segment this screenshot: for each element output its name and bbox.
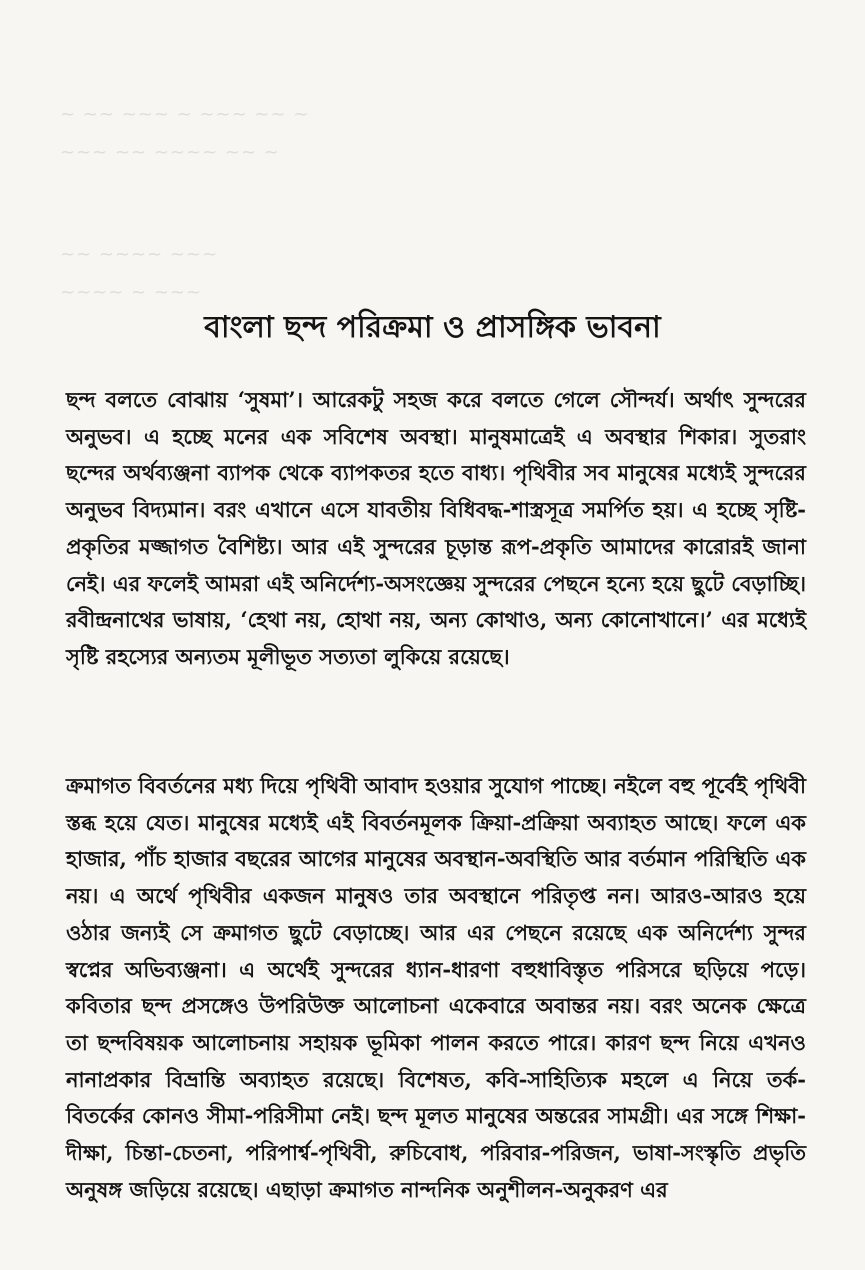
bleed-through-line: ~~ ~~~~ ~~~ — [60, 244, 219, 265]
bleed-through-line: ~~~ ~~ ~~~~ ~~ ~ — [60, 142, 280, 163]
page-title: বাংলা ছন্দ পরিক্রমা ও প্রাসঙ্গিক ভাবনা — [204, 310, 661, 345]
bleed-through-line: ~ ~~ ~~~ ~ ~~~ ~~ ~ — [60, 104, 310, 125]
body-paragraph: ক্রমাগত বিবর্তনের মধ্য দিয়ে পৃথিবী আবাদ হওয়ার সুযোগ পাচ্ছে। নইলে বহু পূর্বেই পৃথিবী স্তব্ধ হয়ে যেত। মানুষের মধ্যেই এই বিবর্তনমূলক ক্রিয়া-প্রক্রিয়া অব্যাহত আছে। ফলে এক হাজার, পাঁচ হাজার বছরের আগের মানুষের অবস্থান-অবস্থিতি আর বর্তমান পরিস্থিতি এক নয়। এ অর্থে পৃথিবীর একজন মানুষও তার অবস্থানে পরিতৃপ্ত নন। আরও-আরও হয়ে ওঠার জন্যই সে ক্রমাগত ছুটে বেড়াচ্ছে। আর এর পেছনে রয়েছে এক অনির্দেশ্য সুন্দর স্বপ্নের অভিব্যঞ্জনা। এ অর্থেই সুন্দরের ধ্যান-ধারণা বহুধাবিস্তৃত পরিসরে ছড়িয়ে পড়ে। কবিতার ছন্দ প্রসঙ্গেও উপরিউক্ত আলোচনা একেবারে অবান্তর নয়। বরং অনেক ক্ষেত্রে তা ছন্দবিষয়ক আলোচনায় সহায়ক ভূমিকা পালন করতে পারে। কারণ ছন্দ নিয়ে এখনও নানাপ্রকার বিভ্রান্তি অব্যাহত রয়েছে। বিশেষত, কবি-সাহিত্যিক মহলে এ নিয়ে তর্ক-বিতর্কের কোনও সীমা-পরিসীমা নেই। ছন্দ মূলত মানুষের অন্তরের সামগ্রী। এর সঙ্গে শিক্ষা-দীক্ষা, চিন্তা-চেতনা, পরিপার্শ্ব-পৃথিবী, রুচিবোধ, পরিবার-পরিজন, ভাষা-সংস্কৃতি প্রভৃতি অনুষঙ্গ জড়িয়ে রয়েছে। এছাড়া ক্রমাগত নান্দনিক অনুশীলন-অনুকরণ এর — [66, 773, 806, 1202]
body-paragraph: ছন্দ বলতে বোঝায় ‘সুষমা’। আরেকটু সহজ করে বলতে গেলে সৌন্দর্য। অর্থাৎ সুন্দরের অনুভব। এ হচ্ছে মনের এক সবিশেষ অবস্থা। মানুষমাত্রেই এ অবস্থার শিকার। সুতরাং ছন্দের অর্থব্যঞ্জনা ব্যাপক থেকে ব্যাপকতর হতে বাধ্য। পৃথিবীর সব মানুষের মধ্যেই সুন্দরের অনুভব বিদ্যমান। বরং এখানে এসে যাবতীয় বিধিবদ্ধ-শাস্ত্রসূত্র সমর্পিত হয়। এ হচ্ছে সৃষ্টি-প্রকৃতির মজ্জাগত বৈশিষ্ট্য। আর এই সুন্দরের চূড়ান্ত রূপ-প্রকৃতি আমাদের কারোরই জানা নেই। এর ফলেই আমরা এই অনির্দেশ্য-অসংজ্ঞেয় সুন্দরের পেছনে হন্যে হয়ে ছুটে বেড়াচ্ছি। রবীন্দ্রনাথের ভাষায়, ‘হেথা নয়, হোথা নয়, অন্য কোথাও, অন্য কোনোখানে।’ এর মধ্যেই সৃষ্টি রহস্যের অন্যতম মূলীভূত সত্যতা লুকিয়ে রয়েছে। — [66, 387, 806, 669]
bleed-through-line: ~~~~ ~ ~~~ — [60, 282, 203, 303]
